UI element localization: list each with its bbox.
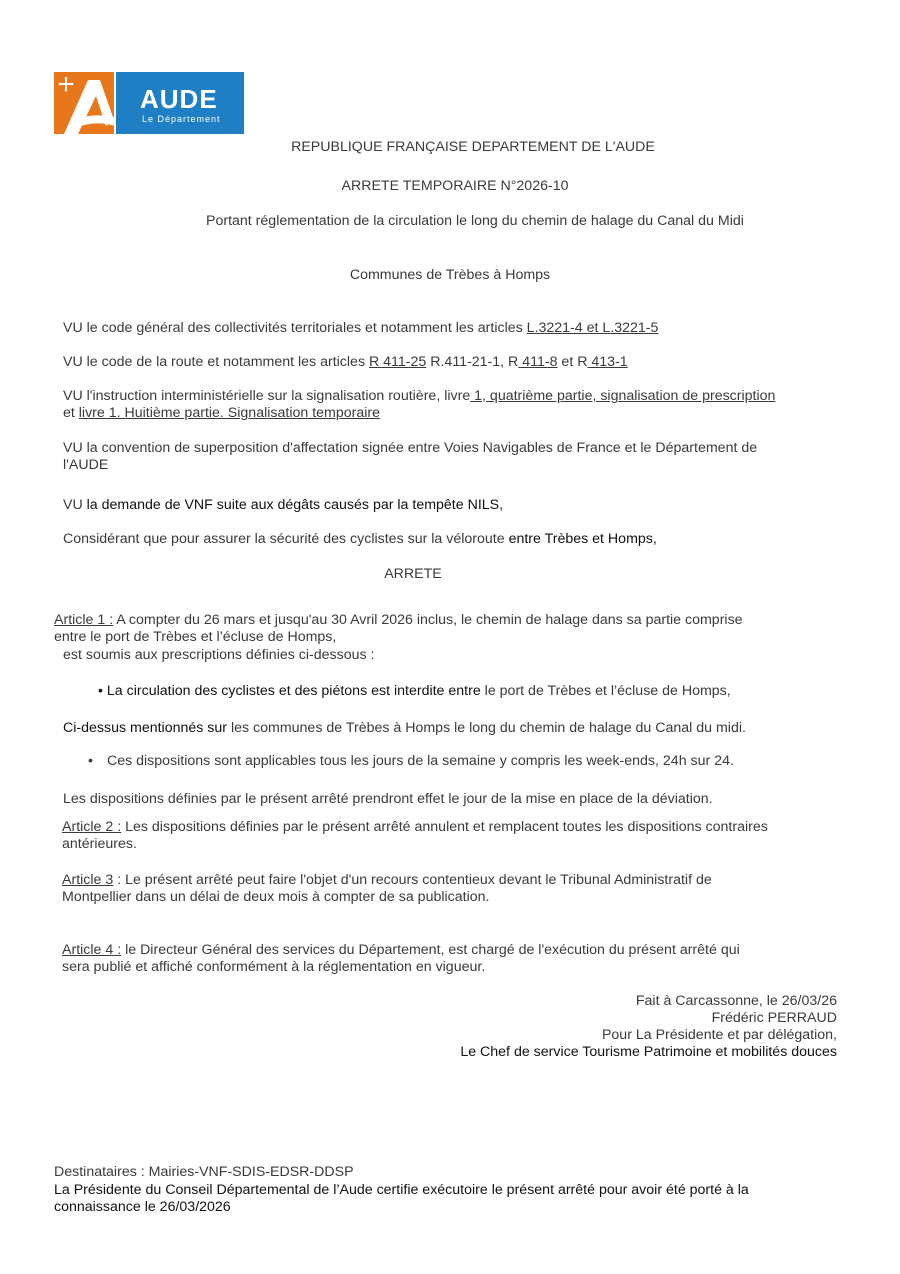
vu-instruction-ref1: 1, quatrième partie, signalisation de prescription (470, 388, 776, 404)
article-2-text-l1: Les dispositions définies par le présent arrêté annulent et remplacent toutes les dispositions contraires (121, 819, 768, 835)
article-2 (62, 819, 840, 853)
footer-cert-l1: La Présidente du Conseil Départemental de l’Aude certifie exécutoire le présent arrêté pour avoir été porté à la (54, 1182, 749, 1198)
bullet-dot-icon: • (88, 753, 93, 769)
bullet-1-text-b: le port de Trèbes et l’écluse de Homps, (480, 683, 731, 699)
article-1-label: Article 1 : (54, 612, 114, 628)
article-3-text-l2: Montpellier dans un délai de deux mois à compter de sa publication. (62, 889, 490, 905)
logo-title: AUDE (140, 84, 218, 114)
vu-cgct-ref: L.3221-4 et L.3221-5 (526, 320, 659, 336)
article-3 (62, 872, 840, 906)
vu-cgct-text: VU le code général des collectivités territoriales et notamment les articles (63, 320, 527, 336)
article-1-bullet-2 (88, 753, 734, 769)
aude-logo (54, 72, 244, 134)
header-communes: Communes de Trèbes à Homps (349, 267, 551, 283)
vu-instruction-and: et (63, 405, 79, 421)
footer-certification (54, 1182, 850, 1216)
article-1-effet: Les dispositions définies par le présent arrêté prendront effet le jour de la mise en place de la déviation. (63, 791, 713, 807)
signature-name: Frédéric PERRAUD (711, 1010, 837, 1026)
article-2-text-l2: antérieures. (62, 836, 137, 852)
considerant-end: entre Trèbes et Homps, (508, 531, 657, 547)
footer-destinataires: Destinataires : Mairies-VNF-SDIS-EDSR-DDSP (54, 1164, 354, 1180)
vu-convention (63, 440, 843, 474)
header-arrete-number: ARRETE TEMPORAIRE N°2026-10 (341, 178, 569, 194)
article-1-prescriptions: est soumis aux prescriptions définies ci-dessous : (63, 647, 375, 663)
bullet-dot-icon: • (98, 683, 103, 699)
bullet-2-text: Ces dispositions sont applicables tous les jours de la semaine y compris les week-ends, 24h sur 24. (106, 753, 734, 769)
article-3-text-l1: : Le présent arrêté peut faire l'objet d'un recours contentieux devant le Tribunal Administratif de (113, 872, 712, 888)
article-1-bullet-1 (98, 683, 731, 699)
considerant-text: Considérant que pour assurer la sécurité des cyclistes sur la véloroute (63, 531, 509, 547)
vu-code-route-text: VU le code de la route et notamment les articles (63, 354, 369, 370)
arrete-title: ARRETE (384, 566, 442, 582)
article-2-label: Article 2 : (62, 819, 122, 835)
article-4-text-l2: sera publié et affiché conformément à la réglementation en vigueur. (62, 959, 486, 975)
logo-subtitle: Le Département (142, 114, 221, 124)
vu-instruction (63, 388, 843, 422)
signature-delegation: Pour La Présidente et par délégation, (601, 1027, 837, 1043)
cidessus-text-b: les communes de Trèbes à Homps le long du chemin de halage du Canal du midi. (227, 720, 746, 736)
article-4-text-l1: le Directeur Général des services du Département, est chargé de l'exécution du présent arrêté qui (121, 942, 740, 958)
vu-ref-r413-1: 413-1 (587, 354, 628, 370)
vu-demande-text: la demande de VNF suite aux dégâts causés par la tempête NILS, (86, 497, 504, 513)
signature-title: Le Chef de service Tourisme Patrimoine et mobilités douces (460, 1044, 837, 1060)
article-4 (62, 942, 840, 976)
vu-instruction-text: VU l'instruction interministérielle sur la signalisation routière, livre (63, 388, 471, 404)
article-1 (54, 612, 840, 646)
vu-ref-mid2: et R (557, 354, 588, 370)
article-1-cidessus (63, 720, 746, 736)
signature-block (400, 993, 837, 1061)
footer-cert-l2: connaissance le 26/03/2026 (54, 1199, 231, 1215)
header-subject: Portant réglementation de la circulation le long du chemin de halage du Canal du Midi (206, 213, 744, 229)
article-3-label: Article 3 (62, 872, 114, 888)
vu-ref-mid1: R.411-21-1, R (426, 354, 519, 370)
vu-ref-r411-25: R 411-25 (368, 354, 427, 370)
vu-ref-r411-8: 411-8 (518, 354, 558, 370)
vu-cgct (63, 320, 658, 336)
considerant (63, 531, 657, 547)
vu-code-route (63, 354, 628, 370)
article-1-text-l2: entre le port de Trèbes et l’écluse de Homps, (54, 629, 337, 645)
vu-demande-vnf (63, 497, 503, 513)
cidessus-text-a: Ci-dessus mentionnés sur (63, 720, 228, 736)
bullet-1-text-a: La circulation des cyclistes et des piétons est interdite entre (106, 683, 481, 699)
vu-instruction-ref2: livre 1. Huitième partie. Signalisation temporaire (78, 405, 381, 421)
vu-convention-l2: l'AUDE (63, 457, 109, 473)
header-republique: REPUBLIQUE FRANÇAISE DEPARTEMENT DE L'AUDE (291, 139, 655, 155)
signature-place-date: Fait à Carcassonne, le 26/03/26 (635, 993, 837, 1009)
vu-demande-prefix: VU (63, 497, 87, 513)
article-1-text-l1: A compter du 26 mars et jusqu'au 30 Avril 2026 inclus, le chemin de halage dans sa partie comprise (113, 612, 743, 628)
article-4-label: Article 4 : (62, 942, 122, 958)
vu-convention-l1: VU la convention de superposition d'affectation signée entre Voies Navigables de France et le Département de (63, 440, 758, 456)
